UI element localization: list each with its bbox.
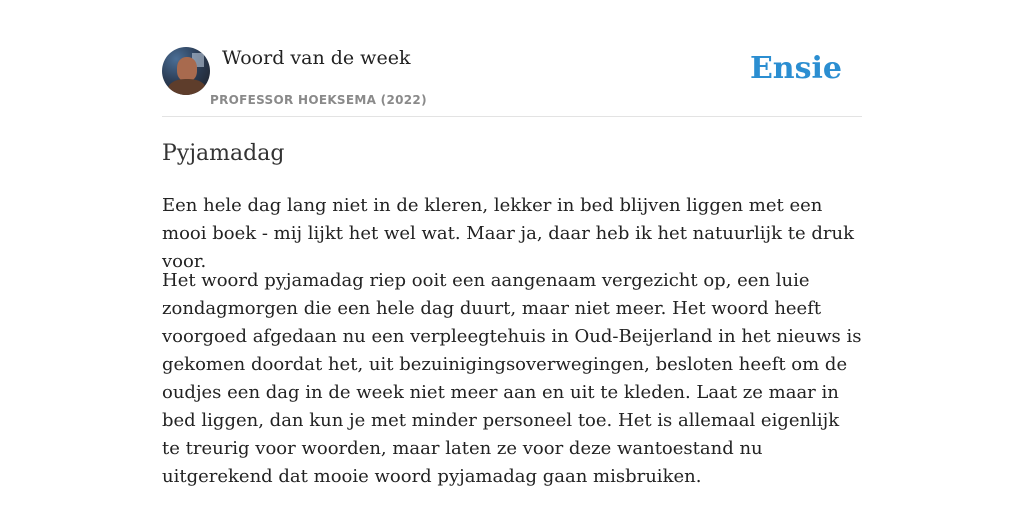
author-byline: PROFESSOR HOEKSEMA (2022) (210, 93, 427, 107)
article-title: Pyjamadag (162, 141, 285, 166)
article-card (162, 0, 862, 512)
section-title[interactable]: Woord van de week (222, 47, 411, 69)
author-avatar[interactable] (162, 47, 210, 95)
ensie-logo[interactable]: Ensie (749, 51, 842, 86)
article-header (162, 0, 862, 117)
article-paragraph-2: Het woord pyjamadag riep ooit een aangenaam vergezicht op, een luie zondagmorgen die een hele dag duurt, maar niet meer. Het woord heeft voorgoed afgedaan nu een verpleegtehuis in Oud-Beijerland in het nieuws is gekomen doordat het, uit bezuinigingsoverwegingen, besloten heeft om de oudjes een dag in de week niet meer aan en uit te kleden. Laat ze maar in bed liggen, dan kun je met minder personeel toe. Het is allemaal eigenlijk te treurig voor woorden, maar laten ze voor deze wantoestand nu uitgerekend dat mooie woord pyjamadag gaan misbruiken. (162, 270, 862, 487)
article-paragraph-1: Een hele dag lang niet in de kleren, lekker in bed blijven liggen met een mooi boek - mij lijkt het wel wat. Maar ja, daar heb ik het natuurlijk te druk voor. (162, 195, 854, 272)
